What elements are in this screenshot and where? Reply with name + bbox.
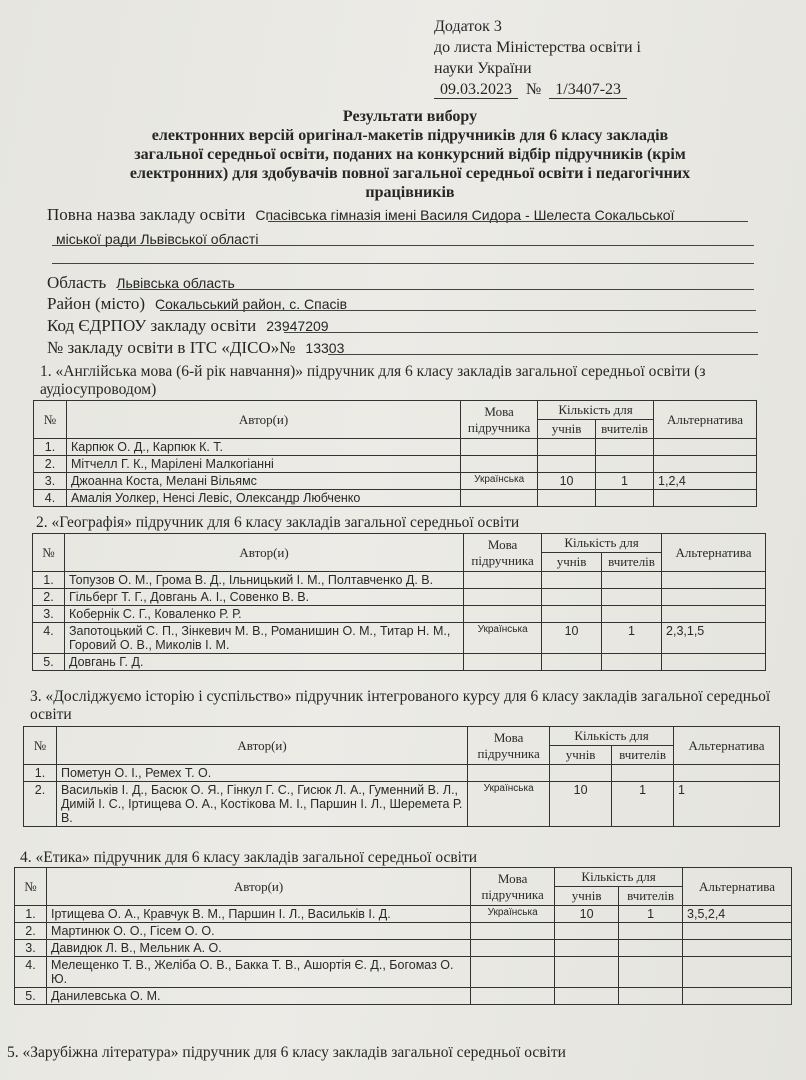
row-teachers <box>619 940 683 957</box>
row-students <box>542 606 602 623</box>
row-author: Запотоцький С. П., Зінкевич М. В., Романишин О. М., Титар Н. М., Горовий О. В., Миколів І. М. <box>64 623 463 654</box>
row-alt <box>683 988 792 1005</box>
section-1-title: 1. «Англійська мова (6-й рік навчання)» підручник для 6 класу закладів загальної середньої освіти (з аудіосупроводом) <box>40 363 706 398</box>
row-alt <box>674 765 780 782</box>
table-row <box>15 988 792 1005</box>
row-author: Джоанна Коста, Мелані Вільямс <box>66 473 460 490</box>
table-row <box>33 589 766 606</box>
row-teachers: 1 <box>596 473 654 490</box>
edrpou-label: Код ЄДРПОУ закладу освіти <box>47 316 257 335</box>
row-lang: Українська <box>461 473 538 490</box>
title-line-3: загальної середньої освіти, поданих на конкурсний відбір підручників (крім <box>134 146 686 163</box>
school-name-value-2: міської ради Львівської області <box>56 231 259 247</box>
school-name-field-2 <box>56 229 758 250</box>
row-alt <box>662 606 766 623</box>
row-alt: 1 <box>674 782 780 827</box>
row-no: 2. <box>33 589 65 606</box>
row-no: 4. <box>15 957 47 988</box>
region-label: Область <box>47 273 107 292</box>
row-no: 2. <box>15 923 47 940</box>
table-row <box>33 606 766 623</box>
row-alt <box>662 654 766 671</box>
row-author: Давидюк Л. В., Мельник А. О. <box>46 940 470 957</box>
row-lang <box>464 572 542 589</box>
section-4-table <box>14 867 792 1005</box>
row-alt <box>654 490 757 507</box>
table-row <box>15 940 792 957</box>
row-no: 3. <box>15 940 47 957</box>
table-row <box>33 572 766 589</box>
row-teachers <box>602 654 662 671</box>
row-students <box>542 654 602 671</box>
row-author: Гільберг Т. Г., Довгань А. І., Совенко В. В. <box>64 589 463 606</box>
row-author: Мартинюк О. О., Гісем О. О. <box>46 923 470 940</box>
row-teachers <box>602 606 662 623</box>
row-alt <box>683 940 792 957</box>
row-alt <box>654 456 757 473</box>
section-2-title: 2. «Географія» підручник для 6 класу закладів загальної середньої освіти <box>36 514 520 531</box>
row-students: 10 <box>542 623 602 654</box>
row-author: Карпюк О. Д., Карпюк К. Т. <box>66 439 460 456</box>
section-3-table <box>23 726 780 827</box>
table-row <box>34 456 757 473</box>
row-no: 2. <box>24 782 57 827</box>
row-no: 5. <box>15 988 47 1005</box>
header-students: учнів <box>550 746 612 765</box>
row-author: Пометун О. І., Ремех Т. О. <box>56 765 467 782</box>
underline <box>52 245 754 246</box>
row-students <box>538 439 596 456</box>
district-value: Сокальський район, с. Спасів <box>155 296 348 312</box>
table-row <box>24 765 780 782</box>
annex-number-sign: № <box>526 81 542 98</box>
row-lang: Українська <box>471 906 555 923</box>
header-students: учнів <box>555 887 619 906</box>
header-count: Кількість для <box>538 401 654 420</box>
region-field <box>47 273 758 294</box>
header-alt: Альтернатива <box>654 401 757 439</box>
table-row <box>15 957 792 988</box>
row-lang <box>464 654 542 671</box>
row-teachers: 1 <box>602 623 662 654</box>
row-alt: 1,2,4 <box>654 473 757 490</box>
table-row <box>15 906 792 923</box>
row-students <box>555 988 619 1005</box>
row-alt: 2,3,1,5 <box>662 623 766 654</box>
row-teachers: 1 <box>612 782 674 827</box>
row-teachers <box>619 957 683 988</box>
row-lang <box>461 456 538 473</box>
row-no: 3. <box>34 473 67 490</box>
its-label: № закладу освіти в ІТС «ДІСО»№ <box>47 338 296 357</box>
row-author: Васильків І. Д., Басюк О. Я., Гінкул Г. С., Гисюк Л. А., Гуменний В. Л., Димій І. С., Іртищева О. А., Костікова М. І., Паршин І. Л., Шеремета Р. В. <box>56 782 467 827</box>
annex-line2: до листа Міністерства освіти і <box>434 39 641 56</box>
header-students: учнів <box>542 553 602 572</box>
row-lang <box>471 923 555 940</box>
header-alt: Альтернатива <box>683 868 792 906</box>
row-teachers <box>619 988 683 1005</box>
row-students <box>542 589 602 606</box>
title-line-4: електронних) для здобувачів повної загальної середньої освіти і педагогічних <box>129 165 691 182</box>
row-students: 10 <box>550 782 612 827</box>
row-no: 1. <box>15 906 47 923</box>
header-lang: Мова підручника <box>468 727 550 765</box>
row-teachers <box>619 923 683 940</box>
underline <box>328 354 758 355</box>
row-no: 1. <box>33 572 65 589</box>
header-lang: Мова підручника <box>464 534 542 572</box>
row-lang <box>471 957 555 988</box>
row-alt: 3,5,2,4 <box>683 906 792 923</box>
row-no: 5. <box>33 654 65 671</box>
title-line-5: працівників <box>365 184 455 201</box>
row-students: 10 <box>555 906 619 923</box>
header-no: № <box>34 401 67 439</box>
row-lang <box>464 589 542 606</box>
header-lang: Мова підручника <box>461 401 538 439</box>
row-students <box>555 940 619 957</box>
row-teachers <box>596 456 654 473</box>
row-teachers <box>612 765 674 782</box>
header-no: № <box>24 727 57 765</box>
table-row <box>34 439 757 456</box>
table-row <box>34 490 757 507</box>
row-lang: Українська <box>468 782 550 827</box>
row-author: Данилевська О. М. <box>46 988 470 1005</box>
row-alt <box>662 572 766 589</box>
row-no: 1. <box>34 439 67 456</box>
row-author: Довгань Г. Д. <box>64 654 463 671</box>
district-label: Район (місто) <box>47 294 145 313</box>
row-author: Мелещенко Т. В., Желіба О. В., Бакка Т. В., Ашортія Є. Д., Богомаз О. Ю. <box>46 957 470 988</box>
section-4-title: 4. «Етика» підручник для 6 класу закладів загальної середньої освіти <box>20 849 478 866</box>
header-alt: Альтернатива <box>674 727 780 765</box>
row-lang <box>461 490 538 507</box>
underline <box>118 289 754 290</box>
row-author: Кобернік С. Г., Коваленко Р. Р. <box>64 606 463 623</box>
annex-date: 09.03.2023 <box>434 81 518 99</box>
header-no: № <box>33 534 65 572</box>
header-teachers: вчителів <box>602 553 662 572</box>
header-count: Кількість для <box>550 727 674 746</box>
its-value: 13303 <box>305 340 345 356</box>
row-alt <box>683 923 792 940</box>
section-2-table <box>32 533 766 671</box>
table-row <box>24 782 780 827</box>
annex-line3: науки України <box>434 60 532 77</box>
row-lang: Українська <box>464 623 542 654</box>
row-no: 4. <box>33 623 65 654</box>
row-lang <box>464 606 542 623</box>
table-row <box>15 923 792 940</box>
header-count: Кількість для <box>542 534 662 553</box>
table-row <box>34 473 757 490</box>
header-alt: Альтернатива <box>662 534 766 572</box>
section-1-table <box>33 400 757 507</box>
row-alt <box>654 439 757 456</box>
annex-number: 1/3407-23 <box>549 81 627 99</box>
underline <box>160 310 756 311</box>
row-lang <box>471 988 555 1005</box>
row-teachers <box>602 572 662 589</box>
header-students: учнів <box>538 420 596 439</box>
header-lang: Мова підручника <box>471 868 555 906</box>
row-no: 1. <box>24 765 57 782</box>
row-no: 2. <box>34 456 67 473</box>
school-name-label: Повна назва закладу освіти <box>47 205 246 224</box>
underline <box>268 221 748 222</box>
row-alt <box>662 589 766 606</box>
row-no: 4. <box>34 490 67 507</box>
row-alt <box>683 957 792 988</box>
header-count: Кількість для <box>555 868 683 887</box>
row-students <box>538 490 596 507</box>
table-row <box>33 654 766 671</box>
row-lang <box>471 940 555 957</box>
row-lang <box>461 439 538 456</box>
row-teachers <box>596 439 654 456</box>
header-author: Автор(и) <box>66 401 460 439</box>
its-field <box>47 338 758 359</box>
row-students <box>555 957 619 988</box>
row-author: Мітчелл Г. К., Марілені Малкогіанні <box>66 456 460 473</box>
annex-title: Додаток 3 <box>434 18 502 35</box>
region-value: Львівська область <box>116 275 235 291</box>
header-teachers: вчителів <box>596 420 654 439</box>
district-field <box>47 294 758 315</box>
edrpou-value: 23947209 <box>266 318 329 334</box>
header-author: Автор(и) <box>64 534 463 572</box>
header-author: Автор(и) <box>46 868 470 906</box>
row-teachers <box>602 589 662 606</box>
row-author: Топузов О. М., Грома В. Д., Ільницький І. М., Полтавченко Д. В. <box>64 572 463 589</box>
row-students <box>542 572 602 589</box>
underline <box>52 263 754 264</box>
edrpou-field <box>47 316 758 337</box>
header-teachers: вчителів <box>612 746 674 765</box>
table-row <box>33 623 766 654</box>
section-3-title: 3. «Досліджуємо історію і суспільство» підручник інтегрованого курсу для 6 класу закладів загальної середньої освіти <box>30 688 771 723</box>
row-teachers: 1 <box>619 906 683 923</box>
title-line-1: Результати вибору <box>342 108 478 125</box>
row-students <box>555 923 619 940</box>
row-students <box>550 765 612 782</box>
annex-dateline <box>434 79 641 100</box>
annex-block <box>434 16 641 100</box>
section-5-title: 5. «Зарубіжна література» підручник для 6 класу закладів загальної середньої освіти <box>7 1044 566 1061</box>
header-no: № <box>15 868 47 906</box>
row-students <box>538 456 596 473</box>
row-lang <box>468 765 550 782</box>
title-line-2: електронних версій оригінал-макетів підручників для 6 класу закладів <box>151 127 669 144</box>
row-students: 10 <box>538 473 596 490</box>
header-teachers: вчителів <box>619 887 683 906</box>
row-author: Іртищева О. А., Кравчук В. М., Паршин І. Л., Васильків І. Д. <box>46 906 470 923</box>
document-title <box>40 107 780 202</box>
row-teachers <box>596 490 654 507</box>
school-name-value: Спасівська гімназія імені Василя Сидора - Шелеста Сокальської <box>255 207 675 223</box>
school-name-field <box>47 205 758 226</box>
header-author: Автор(и) <box>56 727 467 765</box>
underline <box>284 332 758 333</box>
row-no: 3. <box>33 606 65 623</box>
row-author: Амалія Уолкер, Ненсі Левіс, Олександр Любченко <box>66 490 460 507</box>
